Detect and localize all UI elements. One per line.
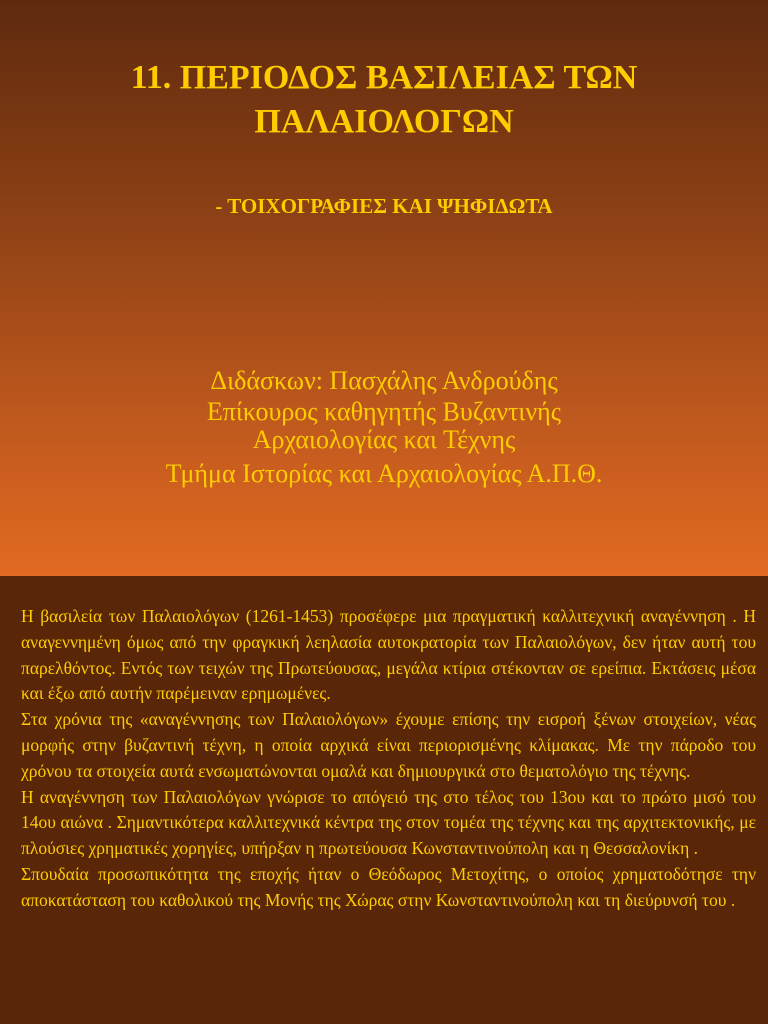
slide-title-line-2: ΠΑΛΑΙΟΛΟΓΩΝ [254, 103, 514, 140]
slide-title [40, 56, 728, 144]
slide-title-line-1: 11. ΠΕΡΙΟΔΟΣ ΒΑΣΙΛΕΙΑΣ ΤΩΝ [130, 59, 638, 96]
instructor-name: Διδάσκων: Πασχάλης Ανδρούδης [210, 366, 558, 395]
notes-paragraph-4: Σπουδαία προσωπικότητα της εποχής ήταν ο Θεόδωρος Μετοχίτης, ο οποίος χρηματοδότησε την αποκατάσταση του καθολικού της Μονής της Χώρας στην Κωνσταντινούπολη και τη διεύρυνσή του . [21, 863, 756, 910]
slide-subtitle: - ΤΟΙΧΟΓΡΑΦΙΕΣ ΚΑΙ ΨΗΦΙΔΩΤΑ [215, 194, 553, 218]
instructor-field: Αρχαιολογίας και Τέχνης [252, 425, 516, 454]
author-block [40, 364, 728, 492]
notes-paragraph-2: Στα χρόνια της «αναγέννησης των Παλαιολόγων» έχουμε επίσης την εισροή ξένων στοιχείων, νέας μορφής στην βυζαντινή τέχνη, η οποία αρχικά είναι περιορισμένης κλίμακας. Με την πάροδο του χρόνου τα στοιχεία αυτά ενσωματώνονται ομαλά και δημιουργικά στο θεματολόγιο της τέχνης. [21, 709, 756, 781]
notes-panel [0, 576, 768, 1024]
instructor-position: Επίκουρος καθηγητής Βυζαντινής [206, 397, 562, 426]
notes-paragraph-3: Η αναγέννηση των Παλαιολόγων γνώρισε το απόγειό της στο τέλος του 13ου και το πρώτο μισό του 14ου αιώνα . Σημαντικότερα καλλιτεχνικά κέντρα της στον τομέα της τέχνης και της αρχιτεκτονικής, με πλούσιες χρηματικές χορηγίες, υπήρξαν η πρωτεύουσα Κωνσταντινούπολη και η Θεσσαλονίκη . [21, 786, 756, 859]
notes-text [21, 604, 756, 914]
department: Τμήμα Ιστορίας και Αρχαιολογίας Α.Π.Θ. [165, 459, 603, 488]
notes-paragraph-1: Η βασιλεία των Παλαιολόγων (1261-1453) προσέφερε μια πραγματική καλλιτεχνική αναγέννηση . Η αναγεννημένη όμως από την φραγκική λεηλασία αυτοκρατορία των Παλαιολόγων, δεν ήταν αυτή του παρελθόντος. Εντός των τειχών της Πρωτεύουσας, μεγάλα κτίρια στέκονταν σε ερείπια. Εκτάσεις μέσα και έξω από αυτήν παρέμειναν ερημωμένες. [21, 606, 756, 704]
